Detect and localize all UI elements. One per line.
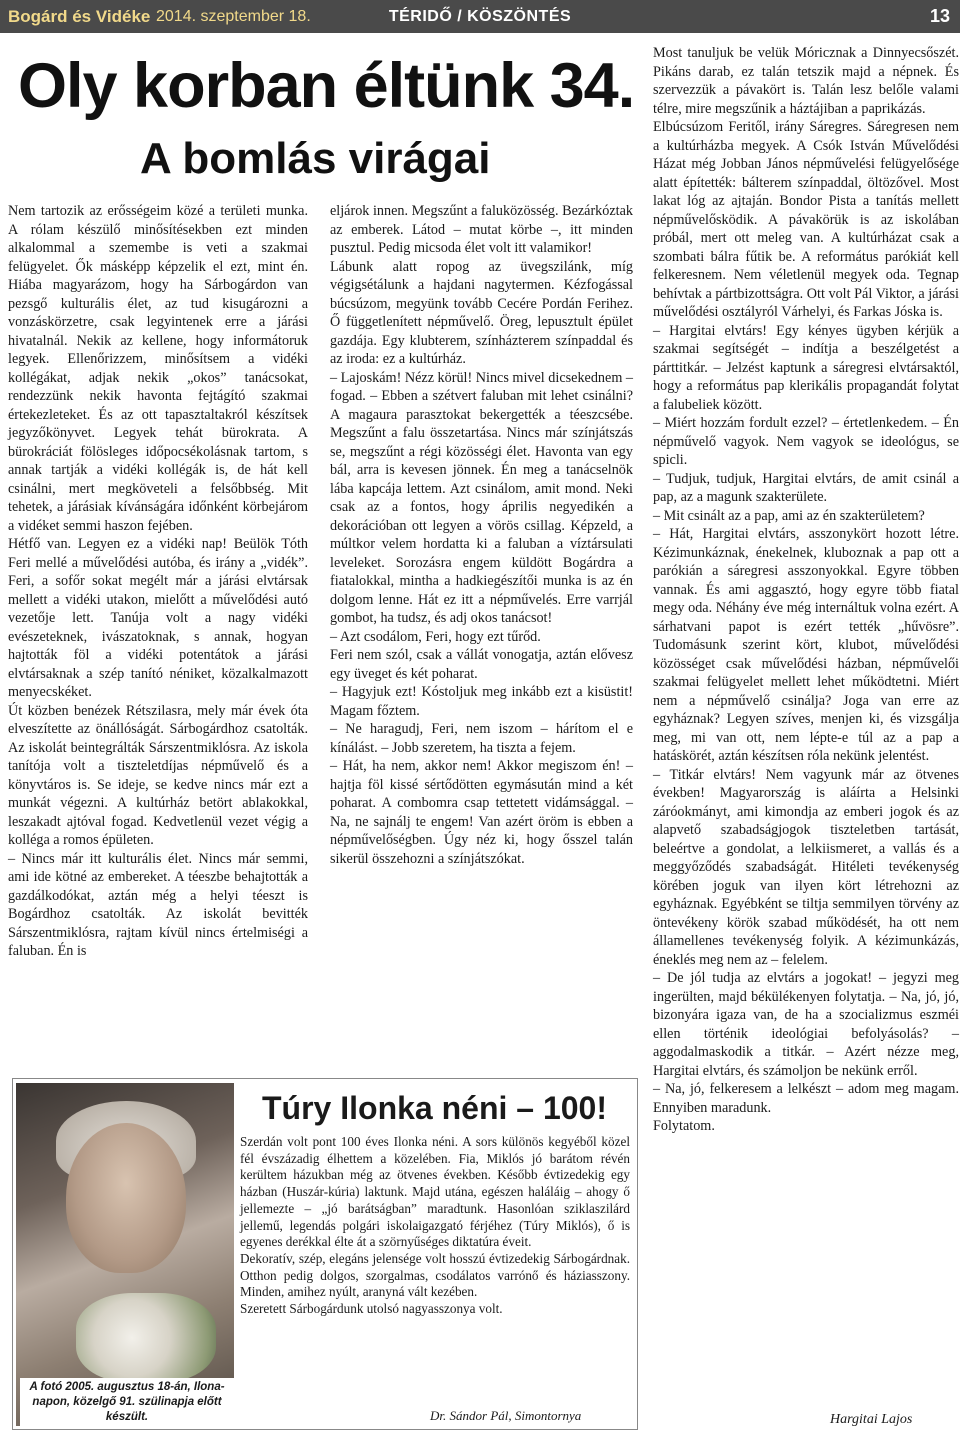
portrait-photo (16, 1083, 234, 1426)
paragraph: – Ne haragudj, Feri, nem iszom – hárítom el e kínálást. – Jobb szeretem, ha tiszta a fejem. (330, 721, 633, 756)
paragraph: – Mit csinált az a pap, ami az én szakterületem? (653, 507, 925, 524)
paragraph: – Miért hozzám fordult ezzel? – értetlenkedem. – Én népművelő vagyok. Nem vagyok se ideológus, se spicli. (653, 415, 959, 468)
paragraph: Folytatom. (653, 1118, 715, 1134)
paragraph: Szeretett Sárbogárdunk utolsó nagyasszonya volt. (240, 1301, 503, 1317)
paragraph: Szerdán volt pont 100 éves Ilonka néni. A sors különös kegyéből közel fél évszázadig élhettem a közelében. Fia, Miklós jó barátom révén kerültem házukban még az ötvenes években. Később évtizedekig egy házban (Huszár-kúria) laktunk. Majd utána, egészen haláláig – ahogy ő jellemezte – „jó barátságban” maradtunk. Hasonlóan sziklaszilárd jellemű, legendás polgári iskolaigazgató férjéhez (Túry Miklós), ő is egyenes derékkal élte át a szörnyűséges diktatúra éveit. (240, 1134, 630, 1250)
page-number: 13 (929, 6, 950, 26)
paragraph: Lábunk alatt ropog az üvegszilánk, míg végigsétálunk a hajdani nagytermen. Kézfogással búcsúzom, megyünk tovább Cecére Pordán Ferihez. Ő függetlenített népművelő. Öreg, lepusztult épület gazdája. Egy klubterem, színházterem színpaddal és az iroda: ez a kultúrház. (330, 258, 633, 367)
section-title: TÉRIDŐ / KÖSZÖNTÉS (388, 8, 572, 25)
paragraph: – Lajoskám! Nézz körül! Nincs mivel dicsekednem – fogad. – Ebben a szétvert faluban mit lehet csinálni? A magaura parasztokat bekergették a téeszcsébe. Megszűnt a falu összetartása. Nincs már színjátszás se, megszűnt a régi közösségi élet. Havonta van egy bál, arra is kevesen jönnek. Én meg a tanácselnök lába kapcája lettem. Azt csinálom, amit mond. Neki csak az a fontos, hogy április negyedikén a dekorációban ott legyen a vörös csillag. Képzeld, a múltkor velem hordatta ki a faluban a víztársulati leveleket. Sorozásra engem küldött Bogárdra a fiatalokkal, mintha a hadkiegészítői munka is az én dolgom lenne. Hát ez itt a népművelés. Erre varrjál gombot, ha tudsz, és adj okos tanácsot! (330, 369, 633, 626)
paragraph: – Hagyjuk ezt! Kóstoljuk meg inkább ezt a kisüstit! Magam főztem. (330, 684, 633, 719)
article-column-2 (330, 202, 633, 868)
article-column-3 (653, 44, 959, 1136)
paragraph: – Titkár elvtárs! Nem vagyunk már az ötvenes években! Magyarország is aláírta a Helsinki záróokmányt, ami kimondja az emberi jogok és az alapvető szabadságjogok tiszteletben tartását, beleértve a gondolat, a lelkiismeret, a vallás és a meggyőződés szabadságát. Hitéleti tevékenység körében joguk van ilyen kört létrehozni az egyháznak. Egyébként se tiltja semmilyen törvény az öntevékeny körök szabad működését, ha ott nem államellenes tevékenység folyik. A kézimunkázás, éneklés meg nem az – felelem. (653, 766, 959, 968)
paragraph: eljárok innen. Megszűnt a faluközösség. Bezárkóztak az emberek. Látod – mutat körbe –, itt minden pusztul. Pedig micsoda élet volt itt valamikor! (330, 203, 633, 256)
paragraph: – Hargitai elvtárs! Egy kényes ügyben kérjük a szakmai segítségét – indítja a beszélgetést a párttitkár. – Jelzést kaptunk a sáregresi elvtársaktól, hogy a református pap klerikális propagandát folytat a falubeliek között. (653, 322, 959, 413)
paragraph: Most tanuljuk be velük Móricznak a Dinnyecsőszét. Pikáns darab, ez talán tetszik majd a népnek. És szervezzük a pávakört is. Talán lesz belőle valami télre, mire megszűnik a háztájiban a paprikázás. (653, 45, 959, 117)
paragraph: – Hát, Hargitai elvtárs, asszonykört hozott létre. Kézimunkáznak, énekelnek, kluboznak a pap ott a parókián a sáregresi asszonyokkal. Egyre többen vannak. És ami aggasztó, hogy egyre több fiatal megy oda. Néhány éve még internáltuk volna ezért. A sárhatvani papot is ezért tették „hűvösre”. Tudomásunk szerint kört, klubot, művelődési közösséget csak művelődési házban, népművelői szakmai felügyelet mellett lehet működtetni. Miért nem a népművelő csinálja? Joga van erre az egyháznak? Legyen szíves, menjen ki, és vizsgálja meg, mi van ott, nem lépte-e túl az a pap a hatáskörét, aztán készítsen róla nekünk jelentést. (653, 526, 959, 764)
article-title: Oly korban éltünk 34. (18, 51, 635, 121)
paragraph: Hétfő van. Legyen ez a vidéki nap! Beülök Tóth Feri mellé a művelődési autóba, és irány a „vidék”. Feri, a sofőr sokat megélt már a járási elvtársak mellett a vidéki utakon, mielőtt a művelődési autó vezetője lett. Tanúja volt a nagy vidéki evészeteknek, ivászatoknak, s annak, hogyan hajtották föl a vidéki potentátok a járási elvtársaknak a szép tanító néniket, közalkalmazott menyecskéket. (8, 536, 308, 700)
masthead: Bogárd és Vidéke (8, 7, 151, 26)
paragraph: – De jól tudja az elvtárs a jogokat! – jegyzi meg ingerülten, majd békülékenyen folytatja. – Na, jó, jó, bizonyára igaza van, de ha a szocializmus eszméi ellen történik ideológiai befolyásolás? – aggodalmaskodik a titkár. – Azért nézze meg, Hargitai elvtárs, és számoljon be nekünk erről. (653, 970, 959, 1079)
paragraph: Feri nem szól, csak a vállát vonogatja, aztán elővesz egy üveget és két poharat. (330, 647, 633, 682)
paragraph: Nem tartozik az erősségeim közé a területi munka. A rólam készülő minősítésekben ezt minden alkalommal a szemembe is veti a szakmai felügyelet. Ők másképp képzelik el ezt, mint én. Hiába magyarázom, hogy ha Sárbogárdon van pezsgő kulturális élet, az tud kisugározni a vonzáskörzetre, csak legyintenek erre a járási hivatalnál. Nekik az kellene, hogy informátoruk legyek. Ellenőrizzem, minősítsem a vidéki kollégákat, adjak nekik „okos” tanácsokat, rendezzünk nekik havonta fejtágító szakmai értekezleteket. És az ott tapasztaltakról készítsek jegyzőkönyvet. Legyek tehát bürokrata. A bürokráciát fölösleges időpocsékolásnak tartom, s annak tartják a vidéki kollégák is, de hát kell csinálni, mert megköveteli a felsőbbség. Mit tehetek, a járásiak kívánságára időnként körbejárom a vidéket semmi haszon fejében. (8, 203, 308, 534)
paragraph: Dekoratív, szép, elegáns jelenségе volt hosszú évtizedekig Sárbogárdnak. Otthon pedig dolgos, szorgalmas, csodálatos varrónő és háziasszony. Minden, amihez nyúlt, aranyná vált kezében. (240, 1250, 630, 1300)
paragraph: Elbúcsúzom Feritől, irány Sáregres. Sáregresen nem a kultúrházba megyek. A Csók István Művelődési Házat még Jobban János népművelési felügyelősége alatt építették: bálterem színpaddal, öltözővel. Most lakat lóg az ajtaján. Bondor Pista a tanítás mellett népművelősködik. A pávakörük is az iskolában próbál, mert ott meleg van. A kultúrházat csak a szombati bálra fűtik be. A református parókiát kell felkeresnem. Nem véletlenül megyek oda. Tegnap behívtak a pártbizottságra. Ott volt Pál Viktor, a járási művelődési osztályról Várhelyi, és Farkas Jóska is. (653, 119, 959, 320)
photo-caption: A fotó 2005. augusztus 18-án, Ilona-napon, közelgő 91. szülinapja előtt készült. (20, 1378, 234, 1427)
box-text (240, 1134, 630, 1318)
paragraph: – Nincs már itt kulturális élet. Nincs már semmi, ami ide kötné az embereket. A téeszbe behajtották a gazdálkodókat, aztán még a helyi téeszt is Bogárdhoz csatolták. Az iskolát bevitték Sárszentmiklósra, rajtam kívül nincs értelmiségi a faluban. Én is (8, 850, 308, 959)
issue-date: 2014. szeptember 18. (156, 8, 311, 25)
paragraph: Út közben benézek Rétszilasra, mely már évek óta elveszítette az önállóságát. Sárbogárdhoz csatolták. Az iskolát beintegrálták Sárszentmiklósra. Az iskola tanítója volt a tiszteletdíjas népművelő és a könyvtáros is. Se ideje, se kedve nincs már ezt a munkát végezni. A kultúrház betört ablakokkal, leszakadt ajtóval fogad. Kedvetlenül vezet végig a kollégа a romos épületen. (8, 702, 308, 848)
paragraph: – Hát, ha nem, akkor nem! Akkor megiszom én! – hajtja föl kissé sértődötten egymásután mind a két poharat. A combomra csap tettetett vidámsággal. – Na, ne sajnálj te engem! Van azért öröm is ebben a népművelőségben. Úgy néz ki, hogy ősszel talán sikerül összehozni a színjátszókat. (330, 758, 633, 867)
paragraph: – Na, jó, felkeresem a lelkészt – adom meg magam. Ennyiben maradunk. (653, 1081, 959, 1116)
paragraph: – Tudjuk, tudjuk, Hargitai elvtárs, de amit csinál a pap, az a magunk szakterülete. (653, 470, 959, 505)
author-signature: Hargitai Lajos (830, 1412, 913, 1427)
article-column-1 (8, 202, 308, 961)
box-title: Túry Ilonka néni – 100! (262, 1090, 607, 1126)
box-signature: Dr. Sándor Pál, Simontornya (430, 1408, 582, 1423)
photo-face (66, 1123, 186, 1273)
photo-flowers (76, 1293, 216, 1383)
paragraph: – Azt csodálom, Feri, hogy ezt tűrőd. (330, 628, 541, 645)
article-subtitle: A bomlás virágai (140, 134, 491, 183)
page-header (0, 0, 960, 33)
